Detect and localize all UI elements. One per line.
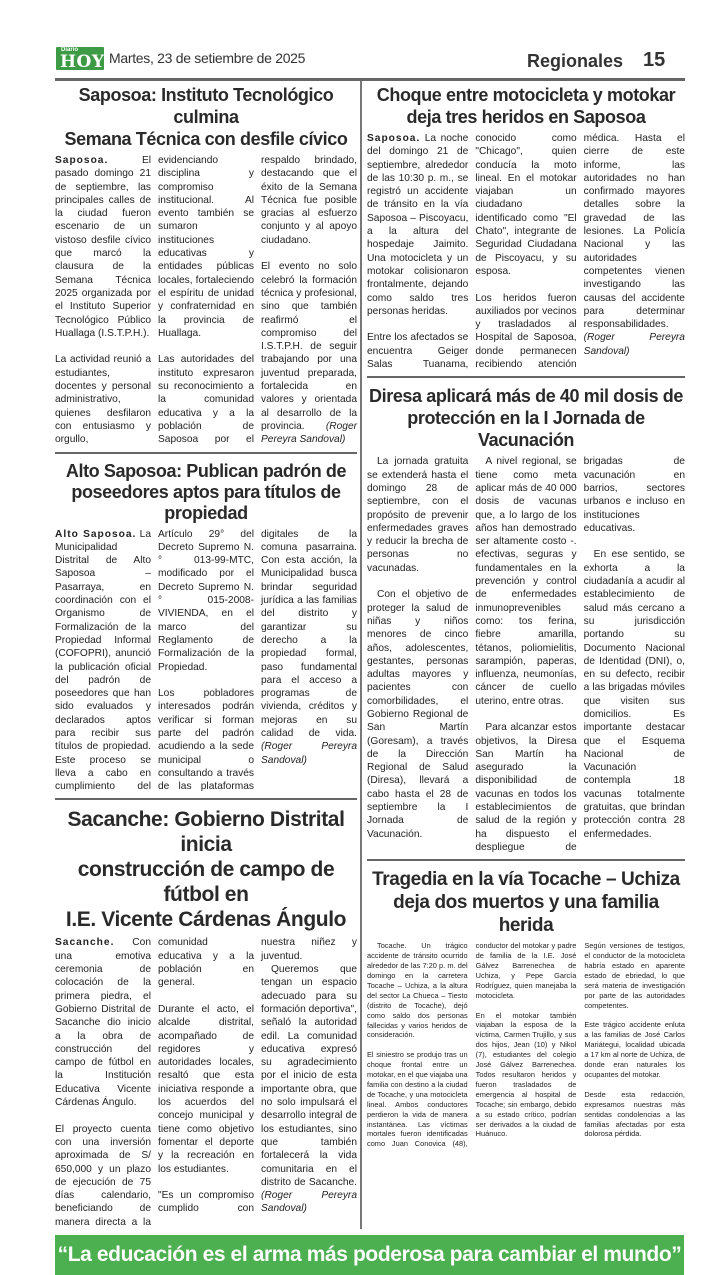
headline-line: construcción de campo de fútbol en bbox=[77, 858, 335, 907]
paragraph: Desde esta redacción, expresamos nuestras más sentidas condolencias a las familias afectadas por esta dolorosa pérdida. bbox=[584, 1089, 685, 1139]
article-headline bbox=[55, 807, 357, 932]
paragraph: Durante el acto, el alcalde distrital, acompañado de regidores y autoridades locales, resaltó que esta iniciativa responde a los acuerdos del concejo municipal y tiene como objetivo fomentar el deporte y la recreación en los estudiantes. bbox=[158, 1003, 254, 1175]
byline: (Roger Pereyra Sandoval) bbox=[583, 332, 685, 357]
article-body bbox=[367, 941, 685, 1149]
paragraph: Saposoa. El pasado domingo 21 de septiembre, las principales calles de la ciudad fueron escenario de un vistoso desfile cívico que marcó la clausura de la Semana Técnica 2025 organizada por el Instituto Superior Tecnológico Público Huallaga (I.S.T.P.H.). bbox=[55, 155, 151, 339]
paragraph: Alto Saposoa. La Municipalidad Distrital de Alto Saposoa – Pasarraya, en coordinación con el Organismo de Formalización de la Propiedad Informal (COFOPRI), anunció la publicación oficial del padrón de poseedores que han sido evaluados y declarados aptos para recibir sus títulos de propiedad. Este proceso se lleva a cabo en cumplimiento del Artículo 29° del Decreto Supremo N.° 013-99-MTC, modificado por el Decreto Supremo N.° 015-2008-VIVIENDA, en el marco del Reglamento de Formalización de la Propiedad. bbox=[55, 528, 254, 793]
paragraph: El siniestro se produjo tras un choque frontal entre un motokar, en el que viajaba una familia con destino a la ciudad de Tocache, y una motocicleta lineal. Ambos conductores perdieron la vida de manera instantánea. Las víctimas mortales fueron identificadas como Juan Conovica (48), conductor del motokar y padre de familia de la I.E. José Gálvez Barrenechea de Uchiza, y Pepe García Rodríguez, quien manejaba la motocicleta. bbox=[367, 941, 577, 1149]
headline-line: I.E. Vicente Cárdenas Ángulo bbox=[65, 908, 347, 932]
article-body bbox=[367, 132, 685, 371]
paragraph: Las autoridades del instituto expresaron su reconocimiento a la comunidad educativa y a la población de Saposoa por el respaldo brindado, destacando que el éxito de la Semana Técnica fue posible gracias al esfuerzo conjunto y al apoyo ciudadano. bbox=[158, 155, 357, 446]
paragraph: En ese sentido, se exhorta a la ciudadanía a acudir al establecimiento de salud más cercano a su jurisdicción portando su Documento Nacional de Identidad (DNI), o, en su defecto, recibir a las brigadas móviles que visiten sus domicilios. Es importante destacar que el Esquema Nacional de Vacunación contempla 18 vacunas totalmente gratuitas, que brindan protección contra 28 enfermedades. bbox=[583, 549, 685, 840]
dateline: Alto Saposoa. bbox=[55, 528, 137, 540]
article-headline bbox=[367, 84, 685, 128]
article-diresa bbox=[367, 382, 685, 854]
banner-quote: “La educación es el arma más poderosa para cambiar el mundo” bbox=[57, 1243, 682, 1266]
byline: (Roger Pereyra Sandoval) bbox=[261, 741, 357, 766]
article-choque bbox=[367, 81, 685, 371]
paragraph: En el motokar también viajaban la esposa de la víctima, Carmen Trujillo, y sus dos hijos, Jean (10) y Nikol (7), estudiantes del colegio José Gálvez Barrenechea. Todos resultaron heridos y fueron trasladados de emergencia al hospital de Tocache; sin embargo, debido a su estado crítico, podrían ser derivados a la ciudad de Huánuco. bbox=[475, 1010, 577, 1139]
headline-line: Sacanche: Gobierno Distrital inicia bbox=[67, 808, 345, 857]
headline-line: poseedores aptos para títulos de propiedad bbox=[71, 481, 341, 523]
headline-line: Saposoa: Instituto Tecnológico culmina bbox=[78, 85, 334, 127]
paragraph: Queremos que tengan un espacio adecuado para su formación deportiva", señaló la autoridad edil. La comunidad educativa expresó su agradecimiento por el inicio de esta importante obra, que no solo impulsará el desarrollo integral de los estudiantes, sino que también fortalecerá la vida comunitaria en el distrito de Sacanche. (Roger Pereyra Sandoval) bbox=[261, 964, 357, 1215]
headline-line: Tragedia en la vía Tocache – Uchiza bbox=[372, 869, 680, 891]
paragraph: Los heridos fueron auxiliados por vecinos y trasladados al Hospital de Saposoa, donde permanecen recibiendo atención médica. Hasta el cierre de este informe, las autoridades no han confirmado mayores detalles sobre la gravedad de las lesiones. La Policía Nacional y las autoridades competentes vienen investigando las causas del accidente para determinar responsabilidades. (Roger Pereyra Sandoval) bbox=[475, 133, 685, 371]
article-instituto bbox=[55, 81, 357, 447]
paragraph: La actividad reunió a estudiantes, docentes y personal administrativo, quienes desfilaron con entusiasmo y orgullo, evidenciando disciplina y compromiso institucional. Al evento también se sumaron instituciones educativas y entidades públicas locales, fortaleciendo el espíritu de unidad y confraternidad en la provincia de Huallaga. bbox=[55, 155, 254, 446]
paragraph: Los pobladores interesados podrán verificar si forman parte del padrón acudiendo a la sede municipal o consultando a través de las plataformas digitales de la comuna pasarraina. Con esta acción, la Municipalidad busca brindar seguridad jurídica a las familias del distrito y garantizar su derecho a la propiedad formal, paso fundamental para el acceso a programas de vivienda, créditos y mejoras en su calidad de vida. (Roger Pereyra Sandoval) bbox=[158, 528, 357, 793]
quote-banner bbox=[55, 1235, 684, 1275]
article-headline bbox=[55, 84, 357, 150]
headline-line: Choque entre motocicleta y motokar bbox=[376, 85, 676, 105]
dateline: Saposoa. bbox=[367, 133, 421, 144]
article-separator bbox=[55, 452, 357, 454]
article-body bbox=[55, 528, 357, 794]
article-separator bbox=[55, 798, 357, 800]
article-headline bbox=[55, 461, 357, 524]
article-body bbox=[55, 154, 357, 447]
diario-hoy-logo bbox=[56, 47, 104, 70]
right-column bbox=[362, 81, 685, 1149]
paragraph: Este trágico accidente enluta a las familias de José Carlos Mariátegui, localidad ubicada a 17 km al norte de Uchiza, de donde eran naturales los ocupantes del motokar. bbox=[584, 1020, 685, 1080]
logo-big-text: HOY bbox=[60, 52, 105, 72]
article-headline bbox=[367, 385, 685, 451]
paragraph: Entre los afectados se encuentra Geiger Salas Tuanama, conocido como "Chicago", quien conducía la moto lineal. En el motokar viajaban un ciudadano identificado como "El Chato", integrante de Seguridad Ciudadana de Piscoyacu, y su esposa. bbox=[367, 133, 577, 371]
newspaper-page bbox=[55, 45, 685, 1275]
article-tragedia bbox=[367, 865, 685, 1149]
paragraph: Con el objetivo de proteger la salud de niñas y niños menores de cinco años, adolescentes, gestantes, personas adultas mayores y pacientes con comorbilidades, el Gobierno Regional de San Martín (Goresam), a través de la Dirección Regional de Salud (Diresa), llevará a cabo hasta el 28 de septiembre la I Jornada de Vacunación. bbox=[367, 589, 469, 840]
article-body bbox=[55, 936, 357, 1229]
headline-line: Diresa aplicará más de 40 mil dosis de bbox=[369, 386, 683, 407]
paragraph: Según versiones de testigos, el conductor de la motocicleta habría estado en aparente estado de ebriedad, lo que será materia de investigación por parte de las autoridades competentes. bbox=[584, 941, 685, 1010]
logo-small-text: Diario bbox=[61, 47, 79, 53]
article-separator bbox=[367, 376, 685, 378]
dateline: Sacanche. bbox=[55, 937, 115, 949]
page-columns bbox=[55, 81, 685, 1229]
article-alto-saposoa bbox=[55, 458, 357, 794]
paragraph: Saposoa. La noche del domingo 21 de septiembre, alrededor de las 10:30 p. m., se registró un accidente de tránsito en la vía Saposoa – Piscoyacu, a la altura del hospedaje Jaimito. Una motocicleta y un motokar colisionaron frontalmente, dejando como saldo tres personas heridas. bbox=[367, 133, 469, 317]
paragraph: Sacanche. Con una emotiva ceremonia de colocación de la primera piedra, el Gobierno Distrital de Sacanche dio inicio a la obra de construcción del campo de fútbol en la Institución Educativa Vicente Cárdenas Ángulo. bbox=[55, 937, 151, 1109]
article-sacanche bbox=[55, 804, 357, 1229]
paragraph: Tocache. Un trágico accidente de tránsito ocurrido alrededor de las 7:20 p. m. del domingo en la carretera Tocache – Uchiza, a la altura del sector La Chueca – Tiesto (distrito de Tocache), dejó como saldo dos personas fallecidas y varios heridos de consideración. bbox=[367, 941, 468, 1040]
byline: (Roger Pereyra Sandoval) bbox=[261, 1190, 357, 1215]
headline-line: deja tres heridos en Saposoa bbox=[406, 107, 646, 127]
dateline: Saposoa. bbox=[55, 155, 109, 166]
paragraph: "Es un compromiso cumplido con nuestra niñez y juventud. bbox=[158, 937, 357, 1215]
headline-line: Alto Saposoa: Publican padrón de bbox=[65, 460, 347, 481]
headline-line: deja dos muertos y una familia herida bbox=[393, 892, 659, 937]
page-header bbox=[55, 45, 685, 78]
article-body bbox=[367, 455, 685, 854]
paragraph: Para alcanzar estos objetivos, la Diresa San Martín ha asegurado la disponibilidad de vacunas en todos los establecimientos de salud de la región y ha dispuesto el despliegue de brigadas de vacunación en barrios, sectores urbanos e incluso en instituciones educativas. bbox=[475, 456, 685, 853]
byline: (Roger Pereyra Sandoval) bbox=[261, 420, 357, 446]
issue-date: Martes, 23 de setiembre de 2025 bbox=[109, 50, 306, 66]
page-number: 15 bbox=[643, 49, 666, 71]
paragraph: El evento no solo celebró la formación técnica y profesional, sino que también reafirmó el compromiso del I.S.T.P.H. de seguir trabajando por una juventud preparada, fortalecida en valores y orientada al desarrollo de la provincia. (Roger Pereyra Sandoval) bbox=[261, 261, 357, 446]
paragraph: El proyecto cuenta con una inversión aproximada de S/ 650,000 y un plazo de ejecución de 75 días calendario, beneficiando de manera directa a la comunidad educativa y a la población en general. bbox=[55, 937, 254, 1228]
headline-line: Semana Técnica con desfile cívico bbox=[64, 129, 348, 149]
section-name: Regionales bbox=[527, 51, 624, 71]
paragraph: A nivel regional, se tiene como meta aplicar más de 40 000 dosis de vacunas que, a lo largo de los años han demostrado ser altamente costo -. efectivas, seguras y fundamentales en la prevención y control de enfermedades inmunoprevenibles como: tos ferina, fiebre amarilla, tétanos, poliomielitis, sarampión, paperas, influenza, neumonías, cáncer de cuello uterino, entre otras. bbox=[475, 456, 577, 707]
headline-line: protección en la I Jornada de Vacunación bbox=[407, 408, 645, 451]
left-column bbox=[55, 81, 362, 1229]
paragraph: La jornada gratuita se extenderá hasta el domingo 28 de septiembre, con el propósito de prevenir enfermedades graves y reducir la brecha de personas no vacunadas. bbox=[367, 456, 469, 574]
article-headline bbox=[367, 868, 685, 937]
article-separator bbox=[367, 859, 685, 861]
